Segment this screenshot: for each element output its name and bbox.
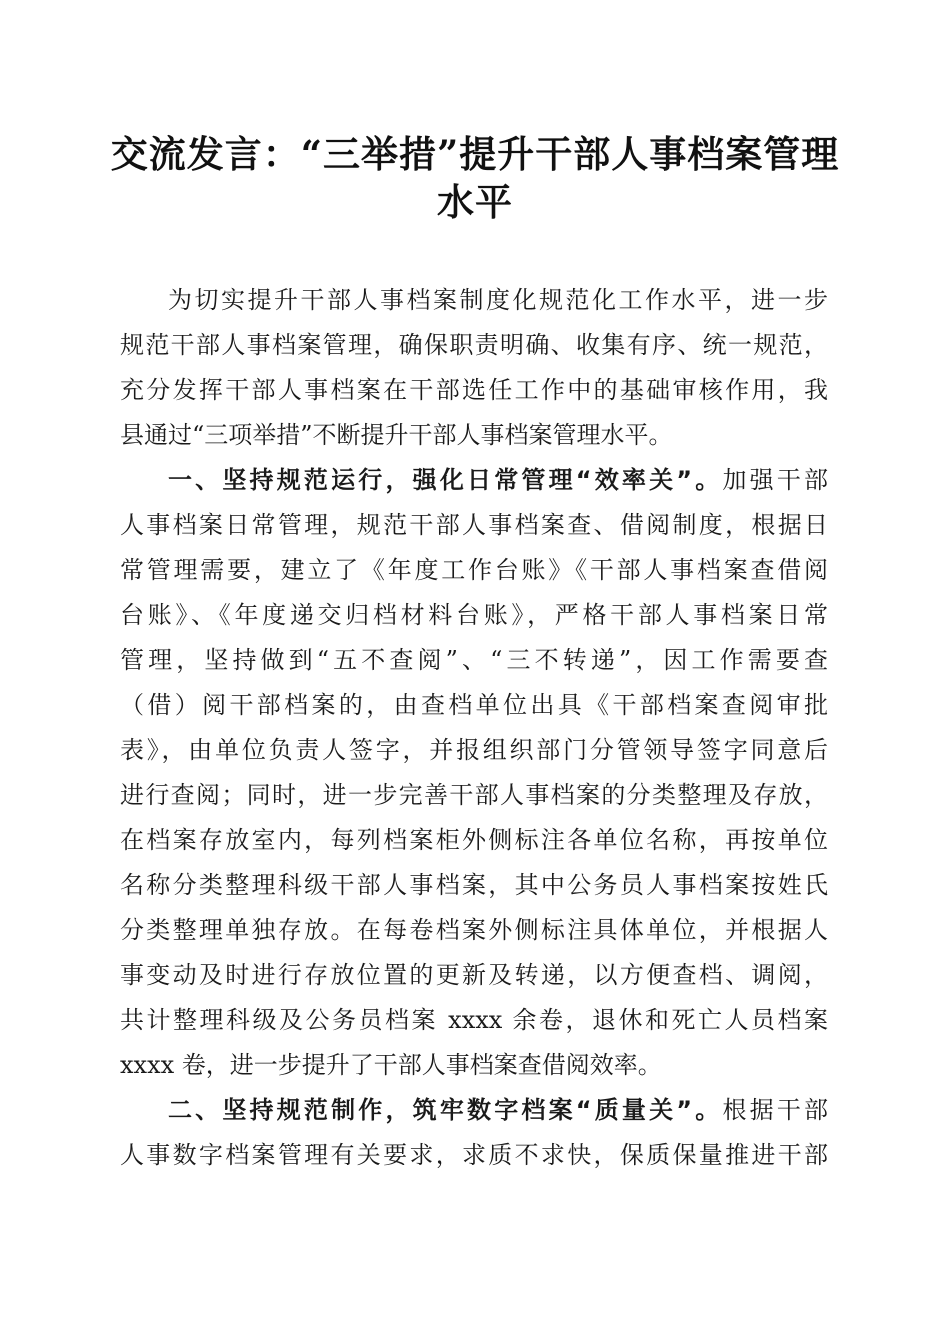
paragraph-section-1 [120,458,828,1088]
text-line: xxxx 卷，进一步提升了干部人事档案查借阅效率。 [120,1051,662,1079]
text-line: 事变动及时进行存放位置的更新及转递，以方便查档、调阅， [120,961,828,989]
section-text-run: 根据干部 [722,1096,829,1124]
section-first-line [120,1088,828,1133]
text-line: 人事数字档案管理有关要求，求质不求快，保质保量推进干部 [120,1141,828,1169]
paragraph-intro [120,278,828,458]
text-line: 管理，坚持做到“五不查阅”、“三不转递”，因工作需要查 [120,646,828,674]
text-line: 共计整理科级及公务员档案 xxxx 余卷，退休和死亡人员档案 [120,1006,828,1034]
text-line: 人事档案日常管理，规范干部人事档案查、借阅制度，根据日 [120,511,828,539]
text-line: （借）阅干部档案的，由查档单位出具《干部档案查阅审批 [120,691,828,719]
text-line: 表》，由单位负责人签字，并报组织部门分管领导签字同意后 [120,736,828,764]
text-line: 常管理需要，建立了《年度工作台账》《干部人事档案查借阅 [120,556,828,584]
text-line: 县通过“三项举措”不断提升干部人事档案管理水平。 [120,421,673,449]
text-line: 台账》、《年度递交归档材料台账》，严格干部人事档案日常 [120,601,828,629]
section-text-run: 加强干部 [722,466,829,494]
text-line: 在档案存放室内，每列档案柜外侧标注各单位名称，再按单位 [120,826,828,854]
section-heading-1: 一、坚持规范运行，强化日常管理“效率关”。 [168,466,723,494]
title-line-2: 水平 [437,180,513,224]
paragraph-section-2 [120,1088,828,1178]
text-line: 充分发挥干部人事档案在干部选任工作中的基础审核作用，我 [120,376,828,404]
section-first-line [120,458,828,503]
document-title [110,130,840,226]
title-line-1: 交流发言：“三举措”提升干部人事档案管理 [110,132,840,176]
text-line: 进行查阅；同时，进一步完善干部人事档案的分类整理及存放， [120,781,828,809]
text-line: 规范干部人事档案管理，确保职责明确、收集有序、统一规范， [120,331,828,359]
text-line: 名称分类整理科级干部人事档案，其中公务员人事档案按姓氏 [120,871,828,899]
section-heading-2: 二、坚持规范制作，筑牢数字档案“质量关”。 [168,1096,723,1124]
text-line: 为切实提升干部人事档案制度化规范化工作水平，进一步 [168,286,828,314]
text-line: 分类整理单独存放。在每卷档案外侧标注具体单位，并根据人 [120,916,828,944]
document-body [120,278,828,1178]
